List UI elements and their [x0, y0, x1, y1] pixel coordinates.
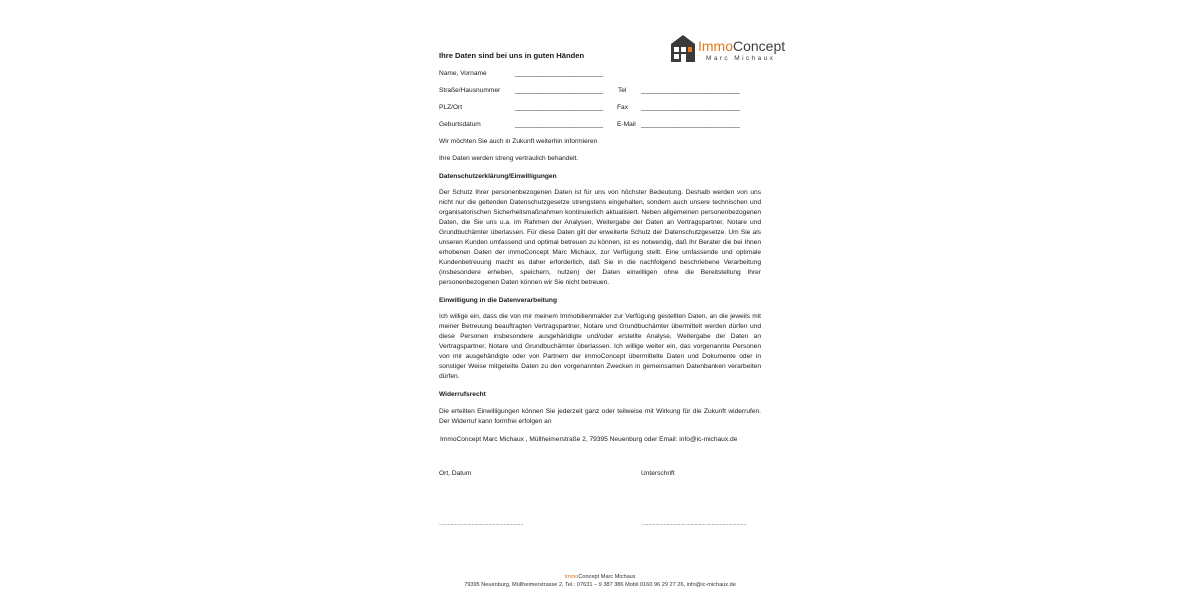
name-label: Name, Vorname [439, 70, 487, 77]
name-field-line[interactable]: ________________________ [515, 70, 604, 77]
fax-field-line[interactable]: ___________________________ [641, 104, 741, 111]
zip-city-label: PLZ/Ort [439, 104, 463, 111]
street-field-line[interactable]: ________________________ [515, 87, 604, 94]
street-label: Straße/Hausnummer [439, 87, 501, 94]
place-date-line[interactable]: …………………………………………………… [439, 521, 524, 527]
inform-line: Wir möchten Sie auch in Zukunft weiterhin informieren [439, 138, 598, 145]
trust-line: Ihre Daten werden streng vertraulich behandelt. [439, 155, 579, 162]
logo-subtitle: Marc Michaux [706, 55, 776, 62]
revocation-heading: Widerrufsrecht [439, 391, 486, 398]
document-title: Ihre Daten sind bei uns in guten Händen [439, 51, 585, 60]
footer-address: 79395 Neuenburg, Müllheimerstrasse 2, Tel.: 07631 – 9 387 386 Mobil 0160 96 29 27 26, info@ic-michaux.de [464, 582, 736, 588]
signature-line[interactable]: ………………………………………………………………… [641, 521, 747, 527]
signature-label: Unterschrift [641, 470, 675, 477]
email-label: E-Mail [617, 121, 636, 128]
tel-field-line[interactable]: ___________________________ [641, 87, 741, 94]
consent-paragraph: Ich willige ein, dass die von mir meinem Immobilienmakler zur Verfügung gestellten Daten, an die jeweils mit meiner Betreuung beauftragten Vertragspartner, Notare und Grundbuchämter übermittelt werden dürfen und diese Personen insbesondere ausgehändigte und/oder erstellte Analyse, Weitergabe der Daten an Vertragspartner, Notare und Grundbuchämter überlassen. Ich willige weiter ein, das vorgenannte Personen von mir ausgehändigte oder von Partnern der immoConcept übermittelte Daten und Dokumente oder in sonstiger Weise mitgeteilte Daten zu den vorgenannten Zwecken in gemeinsamen Datenbanken verarbeiten dürfen. [439, 313, 761, 380]
fax-label: Fax [617, 104, 628, 111]
privacy-heading: Datenschutzerklärung/Einwilligungen [439, 173, 557, 180]
address-line: ImmoConcept Marc Michaux , Müllheimerstraße 2, 79395 Neuenburg oder Email: info@ic-michaux.de [440, 436, 738, 443]
birthdate-field-line[interactable]: ________________________ [515, 121, 604, 128]
tel-label: Tel [618, 87, 627, 94]
email-field-line[interactable]: ___________________________ [641, 121, 741, 128]
privacy-paragraph: Der Schutz Ihrer personenbezogenen Daten ist für uns von höchster Bedeutung. Deshalb werden von uns nicht nur die geltenden Datenschutzgesetze strengstens eingehalten, sondern auch unsere technischen und organisatorischen Sicherheitsmaßnahmen kontinuierlich aktualisiert. Neben allgemeinen personenbezogenen Daten, die Sie uns u.a. im Rahmen der Analysen, Weitergabe der Daten an Vertragspartner, Notare und Grundbuchämter überlassen. Für diese Daten gilt der erweiterte Schutz der Datenschutzgesetze. Um Sie als unseren Kunden umfassend und optimal betreuen zu können, ist es notwendig, daß Ihr Berater die bei Ihnen erhobenen Daten der immoConcept Marc Michaux, zur Verfügung stellt. Eine umfassende und optimale Kundenbetreuung macht es daher erforderlich, daß Sie in die nachfolgend beschriebene Verarbeitung (insbesondere erheben, speichern, nutzen) der Daten einwilligen ohne die Bereitstellung Ihrer personenbezogenen Daten können wir Sie nicht betreuen. [439, 189, 761, 286]
footer-brand: ImmoConcept Marc Michaux [564, 574, 636, 580]
logo-wordmark: ImmoConcept [698, 38, 786, 54]
zip-city-field-line[interactable]: ________________________ [515, 104, 604, 111]
place-date-label: Ort, Datum [439, 470, 472, 477]
revocation-paragraph: Die erteilten Einwilligungen können Sie jederzeit ganz oder teilweise mit Wirkung für die Zukunft widerrufen. Der Widerruf kann formfrei erfolgen an [439, 408, 761, 425]
house-logo-icon [671, 34, 695, 62]
birthdate-label: Geburtsdatum [439, 121, 481, 128]
consent-heading: Einwilligung in die Datenverarbeitung [439, 297, 557, 304]
